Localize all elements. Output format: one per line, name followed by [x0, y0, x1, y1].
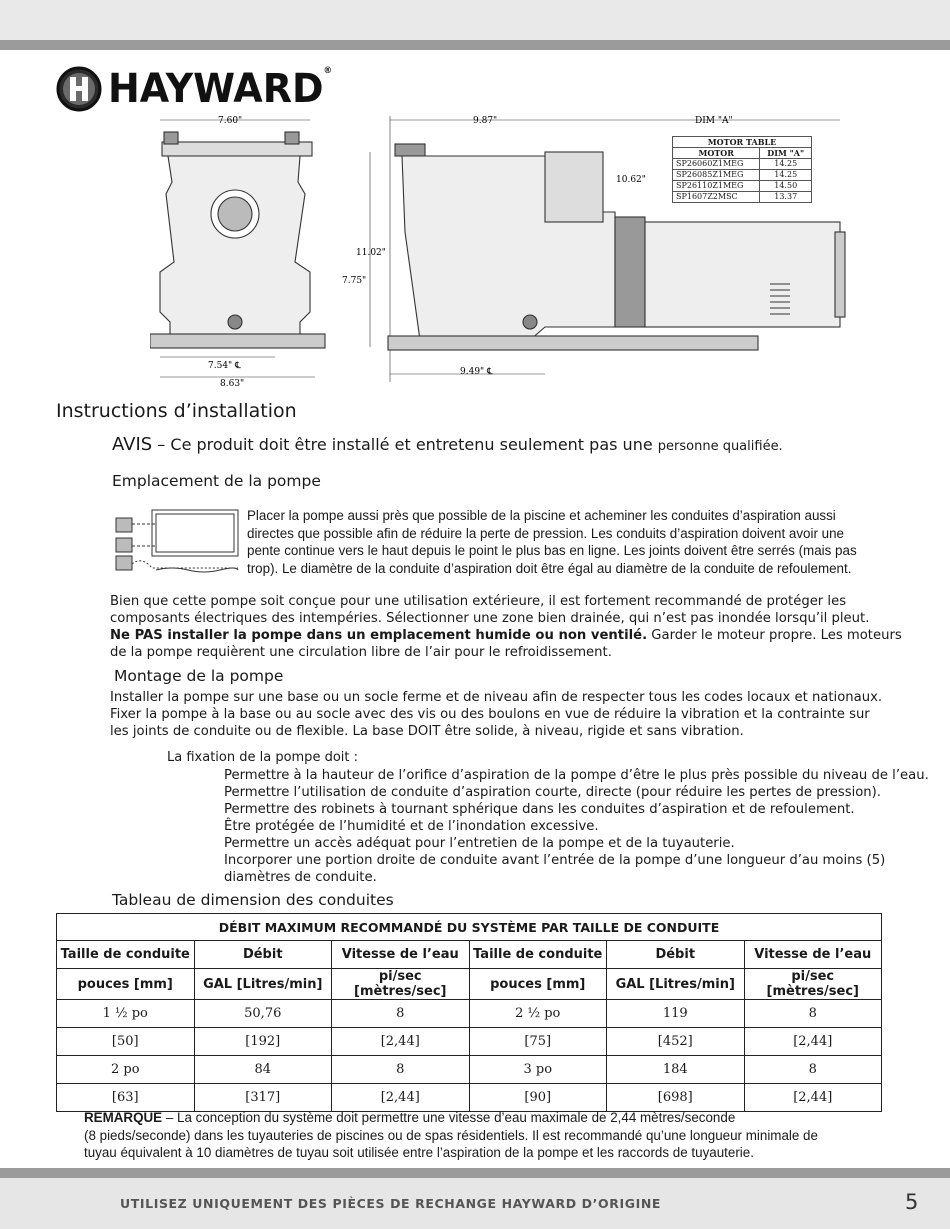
motor-dim: 13.37 — [760, 192, 812, 203]
brand-name: HAYWARD® — [108, 66, 333, 112]
bottom-divider — [0, 1168, 950, 1178]
text-line: les joints de conduite ou de flexible. La base DOIT être solide, à niveau, rigide et sans vibration. — [110, 724, 744, 739]
text-line — [84, 1109, 818, 1127]
table-cell: 8 — [744, 1056, 882, 1084]
motor-model: SP26085Z1MEG — [673, 170, 760, 181]
motor-table — [672, 136, 812, 203]
dim-width-top: 7.60" — [218, 116, 243, 126]
dim-1062: 10.62" — [616, 175, 646, 185]
dim-949: 9.49" ℄ — [460, 367, 493, 377]
avis-text: – Ce produit doit être installé et entretenu seulement pas une — [152, 435, 658, 454]
table-cell: [2,44] — [744, 1084, 882, 1112]
table-cell: 84 — [194, 1056, 332, 1084]
table-cell: [2,44] — [744, 1028, 882, 1056]
dim-754: 7.54" ℄ — [208, 361, 241, 371]
text-line: Placer la pompe aussi près que possible de la piscine et acheminer les conduites d’aspiration aussi — [247, 508, 836, 523]
table-cell: 50,76 — [194, 1000, 332, 1028]
emplacement-para2 — [110, 593, 902, 661]
avis-text-small: personne qualifiée. — [657, 439, 783, 454]
table-cell: 8 — [744, 1000, 882, 1028]
table-row — [57, 1028, 882, 1056]
table-cell: 3 po — [469, 1056, 607, 1084]
warning-bold: Ne PAS installer la pompe dans un emplacement humide ou non ventilé. — [110, 628, 648, 643]
list-item: Permettre à la hauteur de l’orifice d’aspiration de la pompe d’être le plus près possible du niveau de l’eau. — [224, 768, 929, 783]
dim-987: 9.87" — [473, 116, 498, 126]
motor-table-title: MOTOR TABLE — [673, 137, 812, 148]
dim-col-header: DIM "A" — [760, 148, 812, 159]
motor-model: SP26060Z1MEG — [673, 159, 760, 170]
table-cell: 2 ½ po — [469, 1000, 607, 1028]
column-unit: pouces [mm] — [469, 969, 607, 1000]
motor-col-header: MOTOR — [673, 148, 760, 159]
section-title: Instructions d’installation — [56, 400, 297, 422]
footer-text: UTILISEZ UNIQUEMENT DES PIÈCES DE RECHANGE HAYWARD D’ORIGINE — [120, 1196, 662, 1211]
hayward-logo — [56, 66, 344, 112]
motor-model: SP1607Z2MSC — [673, 192, 760, 203]
list-item: diamètres de conduite. — [224, 870, 377, 885]
table-cell: [698] — [607, 1084, 745, 1112]
motor-dim: 14.50 — [760, 181, 812, 192]
montage-text — [110, 689, 882, 740]
table-row — [57, 1000, 882, 1028]
table-caption: DÉBIT MAXIMUM RECOMMANDÉ DU SYSTÈME PAR TAILLE DE CONDUITE — [57, 914, 882, 941]
montage-title: Montage de la pompe — [114, 667, 284, 685]
table-cell: 8 — [332, 1056, 470, 1084]
table-cell: [75] — [469, 1028, 607, 1056]
table-cell: [2,44] — [332, 1028, 470, 1056]
avis-label: AVIS — [112, 434, 153, 455]
text-line: composants électriques des intempéries. Sélectionner une zone bien drainée, qui n’est pas inondée lorsqu’il pleut. — [110, 611, 870, 626]
column-unit: pi/sec [mètres/sec] — [744, 969, 882, 1000]
column-unit: pi/sec [mètres/sec] — [332, 969, 470, 1000]
h-logo-icon — [56, 66, 102, 112]
placement-diagram — [112, 506, 242, 580]
table-cell: [50] — [57, 1028, 195, 1056]
column-header: Taille de conduite — [469, 941, 607, 969]
top-divider — [0, 40, 950, 50]
list-item: Permettre des robinets à tournant sphérique dans les conduites d’aspiration et de refoulement. — [224, 802, 855, 817]
emplacement-text — [247, 507, 857, 577]
column-header: Débit — [607, 941, 745, 969]
remarque-note — [84, 1109, 818, 1162]
table-cell: 8 — [332, 1000, 470, 1028]
list-item: Incorporer une portion droite de conduite avant l’entrée de la pompe d’une longueur d’au moins (5) — [224, 853, 886, 868]
dim-1102: 11.02" — [356, 248, 386, 258]
column-unit: GAL [Litres/min] — [607, 969, 745, 1000]
fixation-list — [224, 767, 929, 886]
table-cell: [452] — [607, 1028, 745, 1056]
top-bar — [0, 0, 950, 40]
text-line: directes que possible afin de réduire la perte de pression. Les conduits d’aspiration doivent avoir une — [247, 525, 844, 541]
text-span: Garder le moteur propre. Les moteurs — [647, 628, 902, 643]
text-line: Installer la pompe sur une base ou un socle ferme et de niveau afin de respecter tous les codes locaux et nationaux. — [110, 690, 883, 705]
column-header: Taille de conduite — [57, 941, 195, 969]
table-cell: 119 — [607, 1000, 745, 1028]
text-line: de la pompe requièrent une circulation libre de l’air pour le refroidissement. — [110, 645, 612, 660]
column-header: Vitesse de l’eau — [332, 941, 470, 969]
table-cell: [90] — [469, 1084, 607, 1112]
table-cell: [317] — [194, 1084, 332, 1112]
text-line: Fixer la pompe à la base ou au socle avec des vis ou des boulons en vue de réduire la vibration et la contrainte sur — [110, 707, 870, 722]
remarque-label: REMARQUE — [84, 1110, 163, 1125]
page-number: 5 — [905, 1190, 919, 1214]
column-header: Vitesse de l’eau — [744, 941, 882, 969]
list-item: Permettre un accès adéquat pour l’entretien de la pompe et de la tuyauterie. — [224, 836, 735, 851]
table-cell: 1 ½ po — [57, 1000, 195, 1028]
list-item: Permettre l’utilisation de conduite d’aspiration courte, directe (pour réduire les pertes de pression). — [224, 785, 881, 800]
text-line — [110, 627, 902, 644]
pipe-size-table — [56, 913, 882, 1112]
motor-model: SP26110Z1MEG — [673, 181, 760, 192]
table-cell: 184 — [607, 1056, 745, 1084]
text-span: – La conception du système doit permettre une vitesse d’eau maximale de 2,44 mètres/seconde — [162, 1110, 736, 1125]
pump-front-view — [150, 120, 325, 377]
column-unit: pouces [mm] — [57, 969, 195, 1000]
table-cell: [192] — [194, 1028, 332, 1056]
motor-dim: 14.25 — [760, 170, 812, 181]
dim-a: DIM "A" — [695, 116, 733, 126]
fixation-title: La fixation de la pompe doit : — [167, 750, 358, 765]
motor-dim: 14.25 — [760, 159, 812, 170]
text-line: trop). Le diamètre de la conduite d’aspiration doit être égal au diamètre de la conduite de refoulement. — [247, 560, 852, 576]
emplacement-title: Emplacement de la pompe — [112, 472, 321, 490]
text-line: Bien que cette pompe soit conçue pour une utilisation extérieure, il est fortement recommandé de protéger les — [110, 594, 847, 609]
table-row — [57, 1084, 882, 1112]
text-line: (8 pieds/seconde) dans les tuyauteries de piscines ou de spas résidentiels. Il est recommandé qu’une longueur minimale de — [84, 1127, 818, 1143]
column-header: Débit — [194, 941, 332, 969]
dim-863: 8.63" — [220, 379, 245, 389]
text-line: tuyau équivalent à 10 diamètres de tuyau soit utilisée entre l’aspiration de la pompe et les raccords de tuyauterie. — [84, 1145, 754, 1160]
avis-notice — [112, 434, 783, 455]
table-cell: [63] — [57, 1084, 195, 1112]
tableau-title: Tableau de dimension des conduites — [112, 891, 394, 909]
table-cell: 2 po — [57, 1056, 195, 1084]
text-line: pente continue vers le haut depuis le point le plus bas en ligne. Les joints doivent être serrés (mais pas — [247, 543, 857, 558]
column-unit: GAL [Litres/min] — [194, 969, 332, 1000]
dim-775: 7.75" — [342, 276, 367, 286]
list-item: Être protégée de l’humidité et de l’inondation excessive. — [224, 819, 599, 834]
table-row — [57, 1056, 882, 1084]
table-cell: [2,44] — [332, 1084, 470, 1112]
